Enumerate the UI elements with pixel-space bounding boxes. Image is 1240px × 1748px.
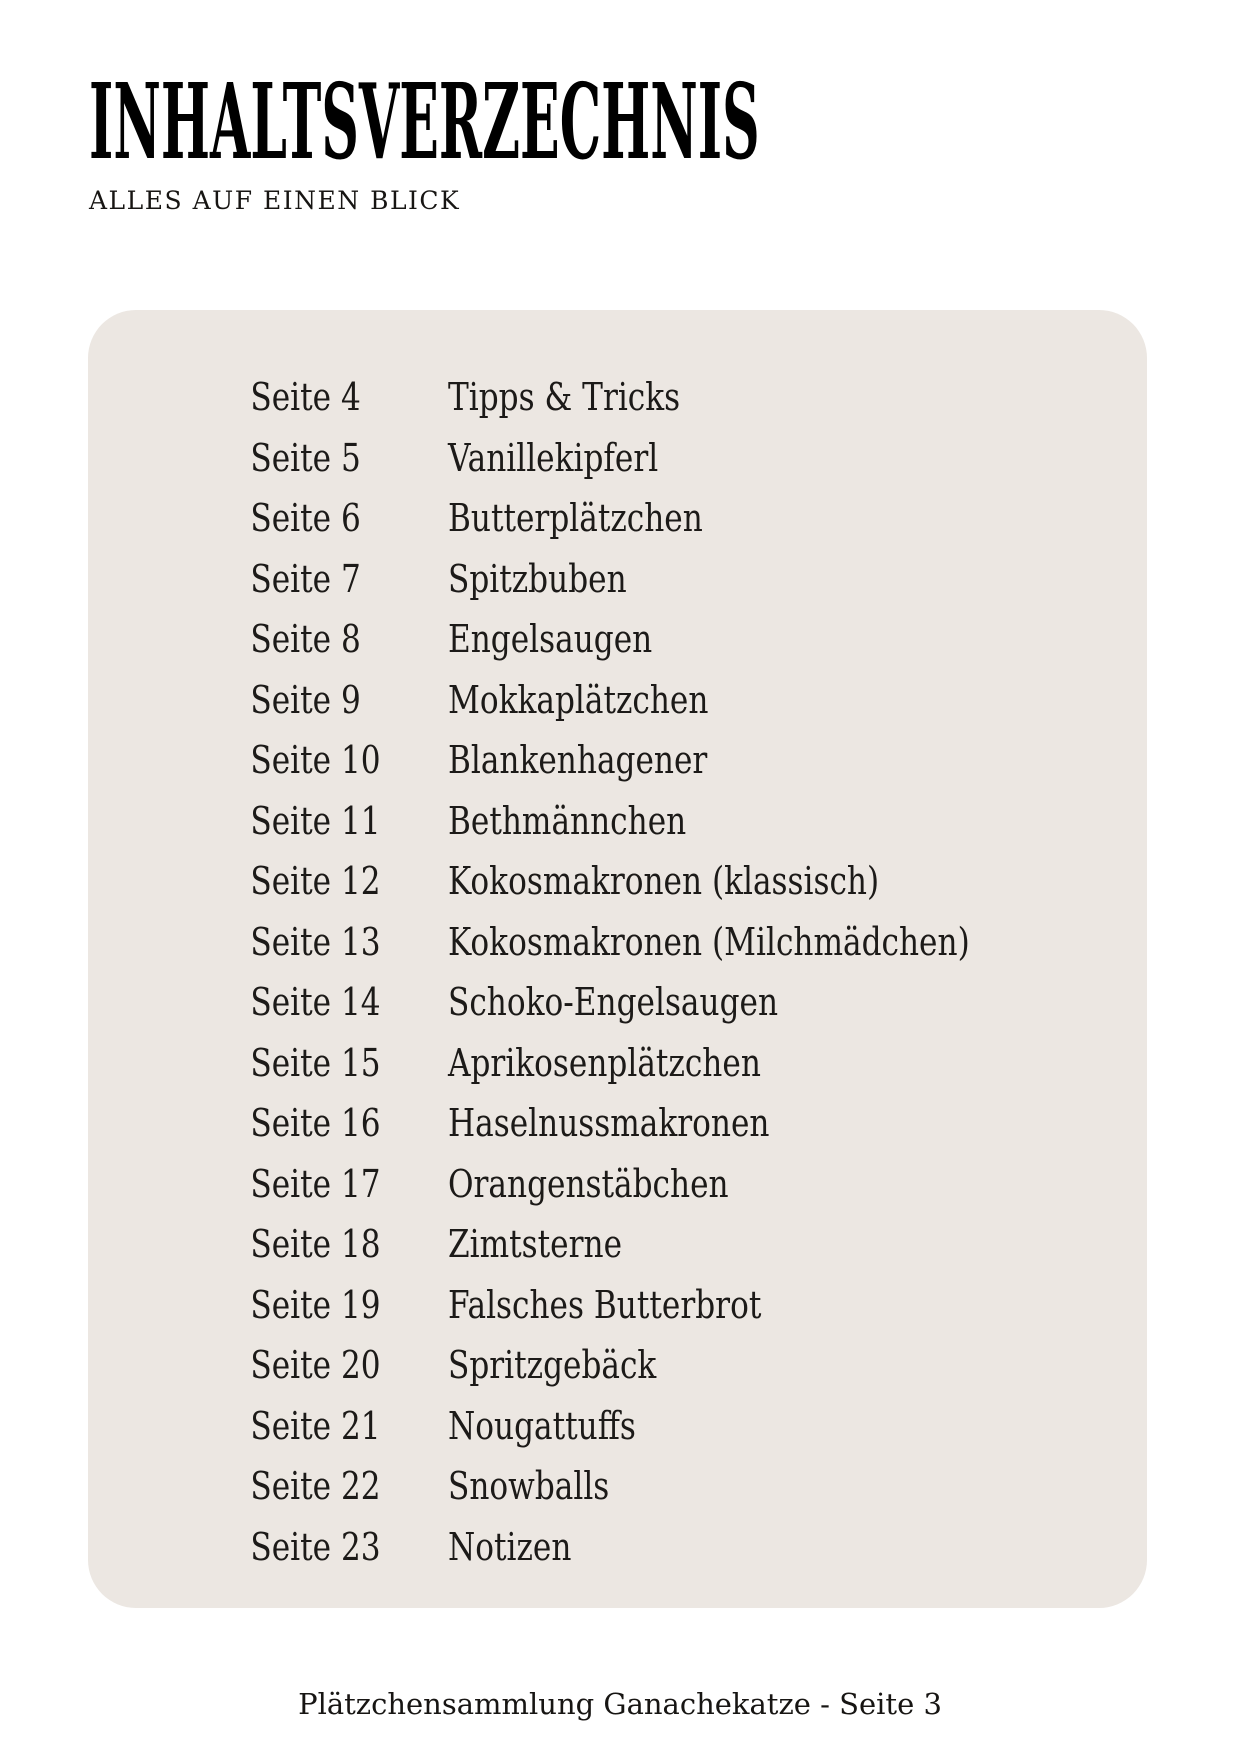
toc-row (88, 972, 1146, 1033)
toc-entry-title: Notizen (447, 1524, 572, 1569)
toc-page-number: Seite 8 (250, 617, 361, 661)
toc-row (88, 730, 1146, 791)
page-footer: Plätzchensammlung Ganachekatze - Seite 3 (298, 1687, 942, 1721)
page-title: INHALTSVERZECHNIS (89, 60, 760, 183)
toc-entry-title: Snowballs (447, 1464, 610, 1508)
toc-page-number: Seite 6 (250, 496, 361, 540)
page-subtitle: ALLES AUF EINEN BLICK (89, 186, 461, 215)
toc-row (88, 1396, 1146, 1457)
toc-page-number: Seite 17 (250, 1161, 381, 1206)
toc-page-number: Seite 10 (250, 738, 381, 782)
toc-page-number: Seite 9 (250, 677, 361, 722)
toc-entry-title: Schoko-Engelsaugen (447, 980, 779, 1024)
toc-page-number: Seite 18 (250, 1222, 381, 1266)
toc-page-number: Seite 16 (250, 1101, 381, 1145)
toc-entry-title: Bethmännchen (447, 798, 687, 843)
toc-entry-title: Tipps & Tricks (447, 375, 681, 419)
toc-row (88, 912, 1146, 973)
toc-entry-title: Kokosmakronen (klassisch) (447, 859, 880, 903)
toc-page-number: Seite 4 (250, 375, 361, 419)
toc-entry-title: Aprikosenplätzchen (447, 1040, 761, 1085)
toc-row (88, 791, 1146, 852)
toc-page-number: Seite 7 (250, 556, 361, 601)
toc-entry-title: Engelsaugen (447, 617, 653, 661)
toc-page-number: Seite 21 (250, 1403, 381, 1448)
toc-entry-title: Haselnussmakronen (447, 1101, 770, 1145)
toc-panel (88, 310, 1147, 1608)
toc-entry-title: Nougattuffs (447, 1403, 636, 1448)
toc-page-number: Seite 11 (250, 798, 381, 843)
toc-row (88, 1093, 1146, 1154)
toc-entry-title: Mokkaplätzchen (447, 677, 709, 722)
toc-row (88, 1154, 1146, 1215)
toc-page-number: Seite 5 (250, 435, 361, 480)
toc-row (88, 1033, 1146, 1094)
toc-row (88, 1517, 1146, 1578)
toc-row (88, 428, 1146, 489)
toc-row (88, 1335, 1146, 1396)
toc-row (88, 1275, 1146, 1336)
toc-entry-title: Zimtsterne (447, 1222, 623, 1266)
toc-row (88, 851, 1146, 912)
toc-entry-title: Falsches Butterbrot (447, 1282, 762, 1327)
toc-page-number: Seite 13 (250, 919, 381, 964)
toc-list (88, 367, 1146, 1577)
toc-page-number: Seite 15 (250, 1040, 381, 1085)
toc-row (88, 367, 1146, 428)
toc-page-number: Seite 19 (250, 1282, 381, 1327)
toc-page-number: Seite 20 (250, 1343, 381, 1387)
toc-page-number: Seite 12 (250, 859, 381, 903)
toc-entry-title: Orangenstäbchen (447, 1161, 729, 1206)
toc-entry-title: Kokosmakronen (Milchmädchen) (447, 919, 970, 964)
toc-row (88, 609, 1146, 670)
toc-entry-title: Butterplätzchen (447, 496, 703, 540)
toc-row (88, 488, 1146, 549)
toc-entry-title: Vanillekipferl (447, 435, 659, 480)
toc-page-number: Seite 14 (250, 980, 381, 1024)
toc-entry-title: Spitzbuben (447, 556, 627, 601)
toc-row (88, 1214, 1146, 1275)
toc-row (88, 549, 1146, 610)
toc-row (88, 1456, 1146, 1517)
toc-page-number: Seite 23 (250, 1524, 381, 1569)
toc-entry-title: Blankenhagener (447, 738, 708, 782)
toc-entry-title: Spritzgebäck (447, 1343, 657, 1387)
toc-row (88, 670, 1146, 731)
toc-page-number: Seite 22 (250, 1464, 381, 1508)
